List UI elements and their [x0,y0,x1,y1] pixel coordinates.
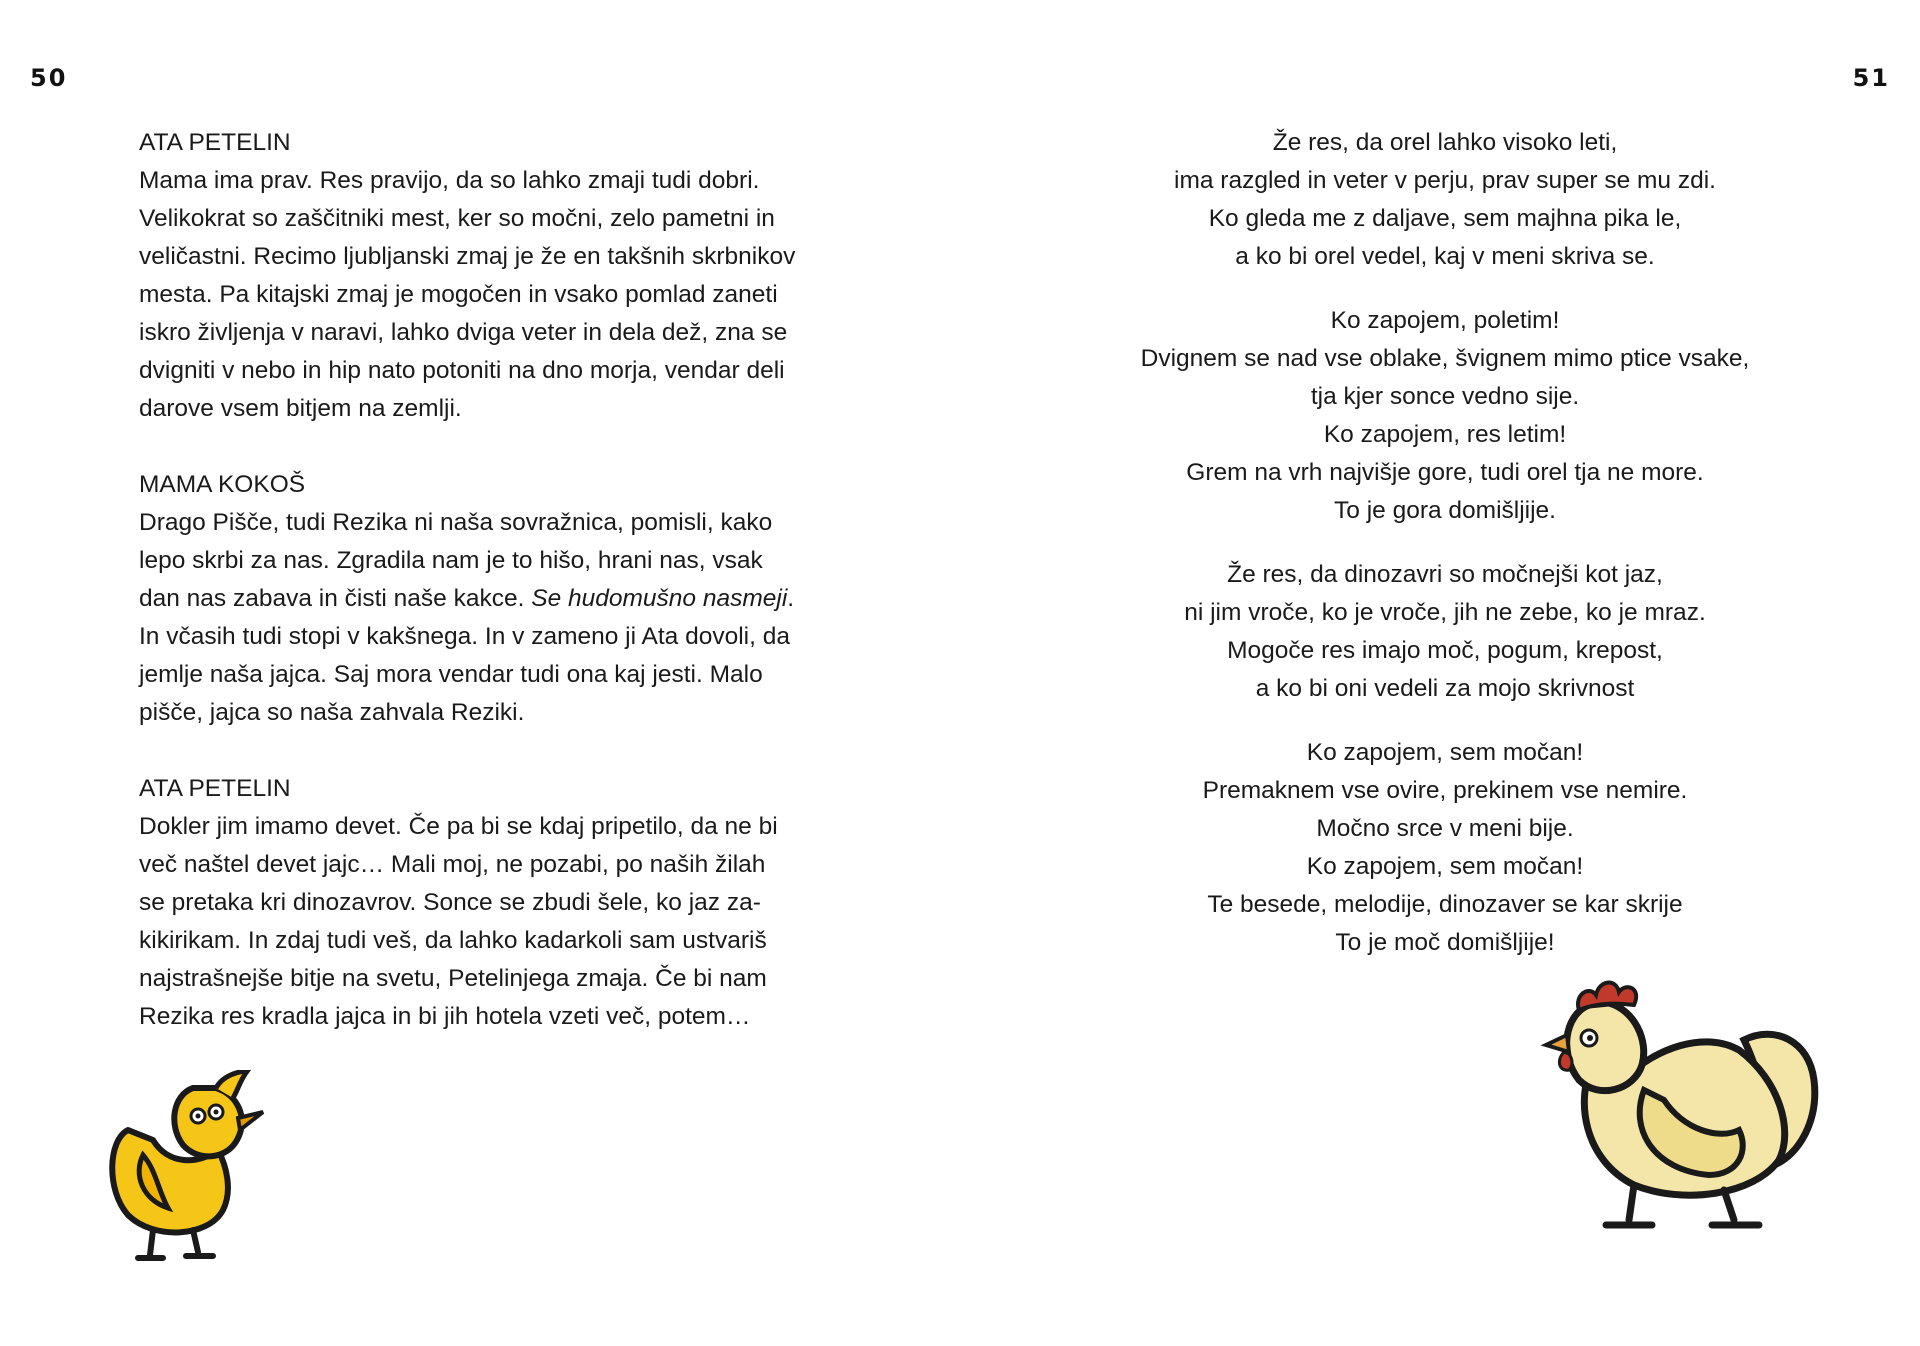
hen-comb [1578,983,1636,1010]
song-line: To je moč domišljije! [1335,929,1555,956]
dialogue-line: se pretaka kri dinozavrov. Sonce se zbudi šele, ko jaz za- [139,889,761,916]
hen-pupil [1587,1035,1593,1041]
stage-direction: Se hudomušno nasmeji [531,585,788,612]
dialogue-line: mesta. Pa kitajski zmaj je mogočen in vsako pomlad zaneti [139,281,778,308]
song-line: a ko bi orel vedel, kaj v meni skriva se. [1235,243,1655,270]
song-line: Močno srce v meni bije. [1316,815,1574,842]
dialogue-line [139,580,839,618]
hen-illustration [1534,970,1824,1240]
dialogue-line: veličastni. Recimo ljubljanski zmaj je že en takšnih skrbnikov [139,243,796,270]
chick-pupil [196,1114,201,1119]
song-stanza-2 [1060,302,1830,530]
song-line: Dvignem se nad vse oblake, švignem mimo ptice vsake, [1140,345,1750,372]
song-line: ni jim vroče, ko je vroče, jih ne zebe, ko je mraz. [1184,599,1706,626]
dialogue-line: Dokler jim imamo devet. Če pa bi se kdaj pripetilo, da ne bi [139,813,778,840]
page-number-left: 50 [30,64,68,92]
dialogue-column [139,124,839,1074]
song-line: ima razgled in veter v perju, prav super se mu zdi. [1174,167,1716,194]
dialogue-line: lepo skrbi za nas. Zgradila nam je to hišo, hrani nas, vsak [139,547,763,574]
song-stanza-4 [1060,734,1830,962]
dialogue-block-1 [139,124,839,428]
dialogue-block-2 [139,466,839,732]
dialogue-line: Rezika res kradla jajca in bi jih hotela vzeti več, potem… [139,1003,751,1030]
chick-leg [138,1230,163,1258]
dialogue-line: darove vsem bitjem na zemlji. [139,395,462,422]
dialogue-line: In včasih tudi stopi v kakšnega. In v zameno ji Ata dovoli, da [139,623,790,650]
hen-wattle [1559,1052,1572,1070]
dialogue-line: dvigniti v nebo in hip nato potoniti na dno morja, vendar deli [139,357,785,384]
song-line: Ko zapojem, poletim! [1330,307,1560,334]
dialogue-block-3 [139,770,839,1036]
dialogue-line: Velikokrat so zaščitniki mest, ker so močni, zelo pametni in [139,205,775,232]
dialogue-text: . [787,585,795,612]
song-stanza-3 [1060,556,1830,708]
speaker-name: ATA PETELIN [139,775,291,802]
dialogue-line: jemlje naša jajca. Saj mora vendar tudi ona kaj jesti. Malo [139,661,763,688]
speaker-name: ATA PETELIN [139,129,291,156]
dialogue-line: pišče, jajca so naša zahvala Reziki. [139,699,525,726]
song-line: To je gora domišljije. [1334,497,1556,524]
song-stanza-1 [1060,124,1830,276]
song-line: Že res, da dinozavri so močnejši kot jaz, [1227,561,1663,588]
song-line: Ko gleda me z daljave, sem majhna pika le, [1208,205,1682,232]
chick-head [174,1088,242,1156]
dialogue-line: več naštel devet jajc… Mali moj, ne pozabi, po naših žilah [139,851,766,878]
dialogue-line: Mama ima prav. Res pravijo, da so lahko zmaji tudi dobri. [139,167,760,194]
song-line: Premaknem vse ovire, prekinem vse nemire. [1202,777,1688,804]
song-line: Ko zapojem, sem močan! [1306,739,1584,766]
song-line: Ko zapojem, sem močan! [1306,853,1584,880]
song-line: Že res, da orel lahko visoko leti, [1272,129,1618,156]
song-line: Ko zapojem, res letim! [1323,421,1567,448]
song-column [1060,124,1830,988]
song-line: Grem na vrh najvišje gore, tudi orel tja ne more. [1186,459,1704,486]
page-number-right: 51 [1852,64,1890,92]
song-line: a ko bi oni vedeli za mojo skrivnost [1255,675,1635,702]
chick-illustration [98,1070,288,1266]
dialogue-line: iskro življenja v naravi, lahko dviga veter in dela dež, zna se [139,319,788,346]
dialogue-line: Drago Pišče, tudi Rezika ni naša sovražnica, pomisli, kako [139,509,773,536]
song-line: Mogoče res imajo moč, pogum, krepost, [1227,637,1663,664]
song-line: tja kjer sonce vedno sije. [1310,383,1580,410]
hen-head [1567,1003,1644,1091]
speaker-name: MAMA KOKOŠ [139,471,306,498]
chick-pupil [214,1110,219,1115]
dialogue-line: najstrašnejše bitje na svetu, Petelinjega zmaja. Če bi nam [139,965,767,992]
dialogue-line: kikirikam. In zdaj tudi veš, da lahko kadarkoli sam ustvariš [139,927,767,954]
dialogue-text: dan nas zabava in čisti naše kakce. [139,585,532,612]
hen-beak [1546,1035,1569,1052]
song-line: Te besede, melodije, dinozaver se kar skrije [1207,891,1683,918]
